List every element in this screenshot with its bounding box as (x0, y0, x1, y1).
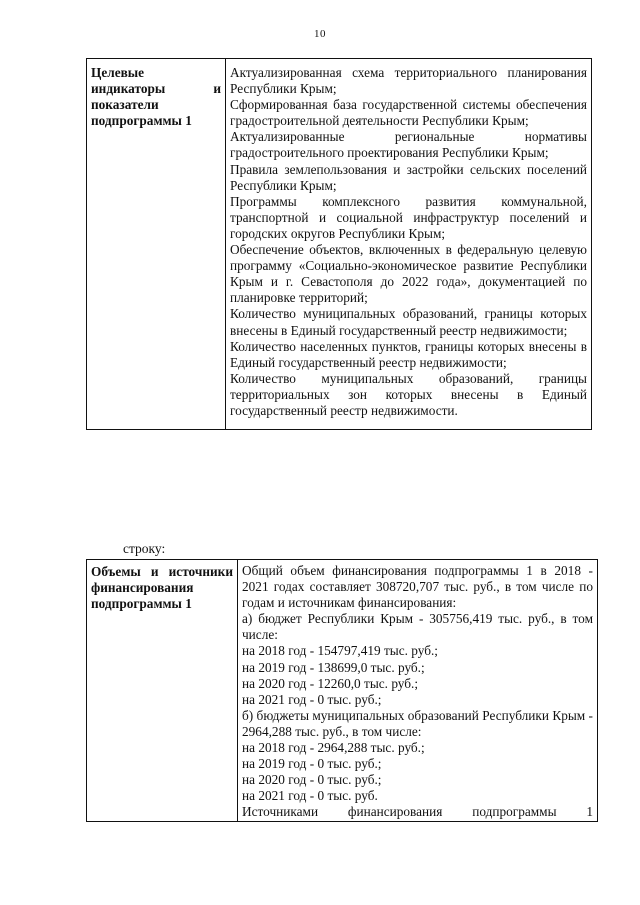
indicators-label-line: Целевые (91, 65, 145, 80)
indicator-item: Обеспечение объектов, включенных в федеральную целевую программу «Социально-экономическое развитие Республики Крым и г. Севастополя до 2022 года», документацией по планировке территорий; (230, 242, 587, 306)
financing-line: на 2021 год - 0 тыс. руб. (242, 788, 378, 804)
indicators-table (86, 58, 592, 430)
indicators-label-line (91, 81, 221, 97)
indicator-item: Актуализированные региональные нормативы градостроительного проектирования Республики Крым; (230, 129, 587, 161)
indicator-item: Количество муниципальных образований, границы которых внесены в Единый государственный реестр недвижимости; (230, 306, 587, 338)
financing-label-line: подпрограммы 1 (91, 596, 192, 612)
indicator-item: Количество муниципальных образований, границы территориальных зон которых внесены в Единый государственный реестр недвижимости. (230, 370, 587, 418)
indicator-item: Количество населенных пунктов, границы которых внесены в Единый государственный реестр недвижимости; (230, 338, 587, 370)
indicators-label-cell (87, 59, 226, 430)
indicators-row (87, 59, 592, 430)
financing-row (87, 560, 598, 822)
financing-line: Источниками финансирования подпрограммы 1 (242, 804, 593, 820)
financing-line: на 2020 год - 0 тыс. руб.; (242, 772, 382, 788)
financing-line: на 2018 год - 2964,288 тыс. руб.; (242, 740, 425, 756)
indicators-label-line: показатели (91, 97, 159, 113)
page-number: 10 (314, 28, 326, 40)
financing-label-line: финансирования (91, 580, 194, 596)
financing-line: на 2021 год - 0 тыс. руб.; (242, 691, 382, 707)
indicators-label-word: индикаторы (91, 81, 166, 97)
financing-table (86, 559, 598, 822)
section-label: строку: (123, 541, 166, 556)
indicator-item: Программы комплексного развития коммунальной, транспортной и социальной инфраструктур поселений и городских округов Республики Крым; (230, 193, 587, 241)
financing-line: на 2020 год - 12260,0 тыс. руб.; (242, 675, 419, 691)
financing-line: а) бюджет Республики Крым - 305756,419 тыс. руб., в том числе: (242, 611, 593, 643)
indicator-item: Сформированная база государственной системы обеспечения градостроительной деятельности Республики Крым; (230, 97, 587, 129)
financing-list (242, 563, 593, 821)
indicators-content-cell (226, 59, 592, 430)
financing-label-line: Объемы и источники (91, 564, 233, 579)
financing-line: на 2019 год - 138699,0 тыс. руб.; (242, 659, 425, 675)
indicator-item: Актуализированная схема территориального планирования Республики Крым; (230, 65, 587, 97)
indicators-list (230, 65, 587, 419)
financing-label (91, 564, 233, 612)
financing-label-cell (87, 560, 238, 822)
financing-content-cell (238, 560, 598, 822)
financing-line: на 2018 год - 154797,419 тыс. руб.; (242, 643, 438, 659)
financing-line: б) бюджеты муниципальных образований Республики Крым - 2964,288 тыс. руб., в том числе: (242, 707, 593, 739)
indicator-item: Правила землепользования и застройки сельских поселений Республики Крым; (230, 161, 587, 193)
indicators-label-line: подпрограммы 1 (91, 113, 192, 129)
financing-line: Общий объем финансирования подпрограммы 1 в 2018 - 2021 годах составляет 308720,707 тыс. руб., в том числе по годам и источникам финансирования: (242, 563, 593, 611)
financing-line: на 2019 год - 0 тыс. руб.; (242, 756, 382, 772)
indicators-label-word: и (213, 81, 221, 97)
indicators-label (91, 65, 221, 129)
